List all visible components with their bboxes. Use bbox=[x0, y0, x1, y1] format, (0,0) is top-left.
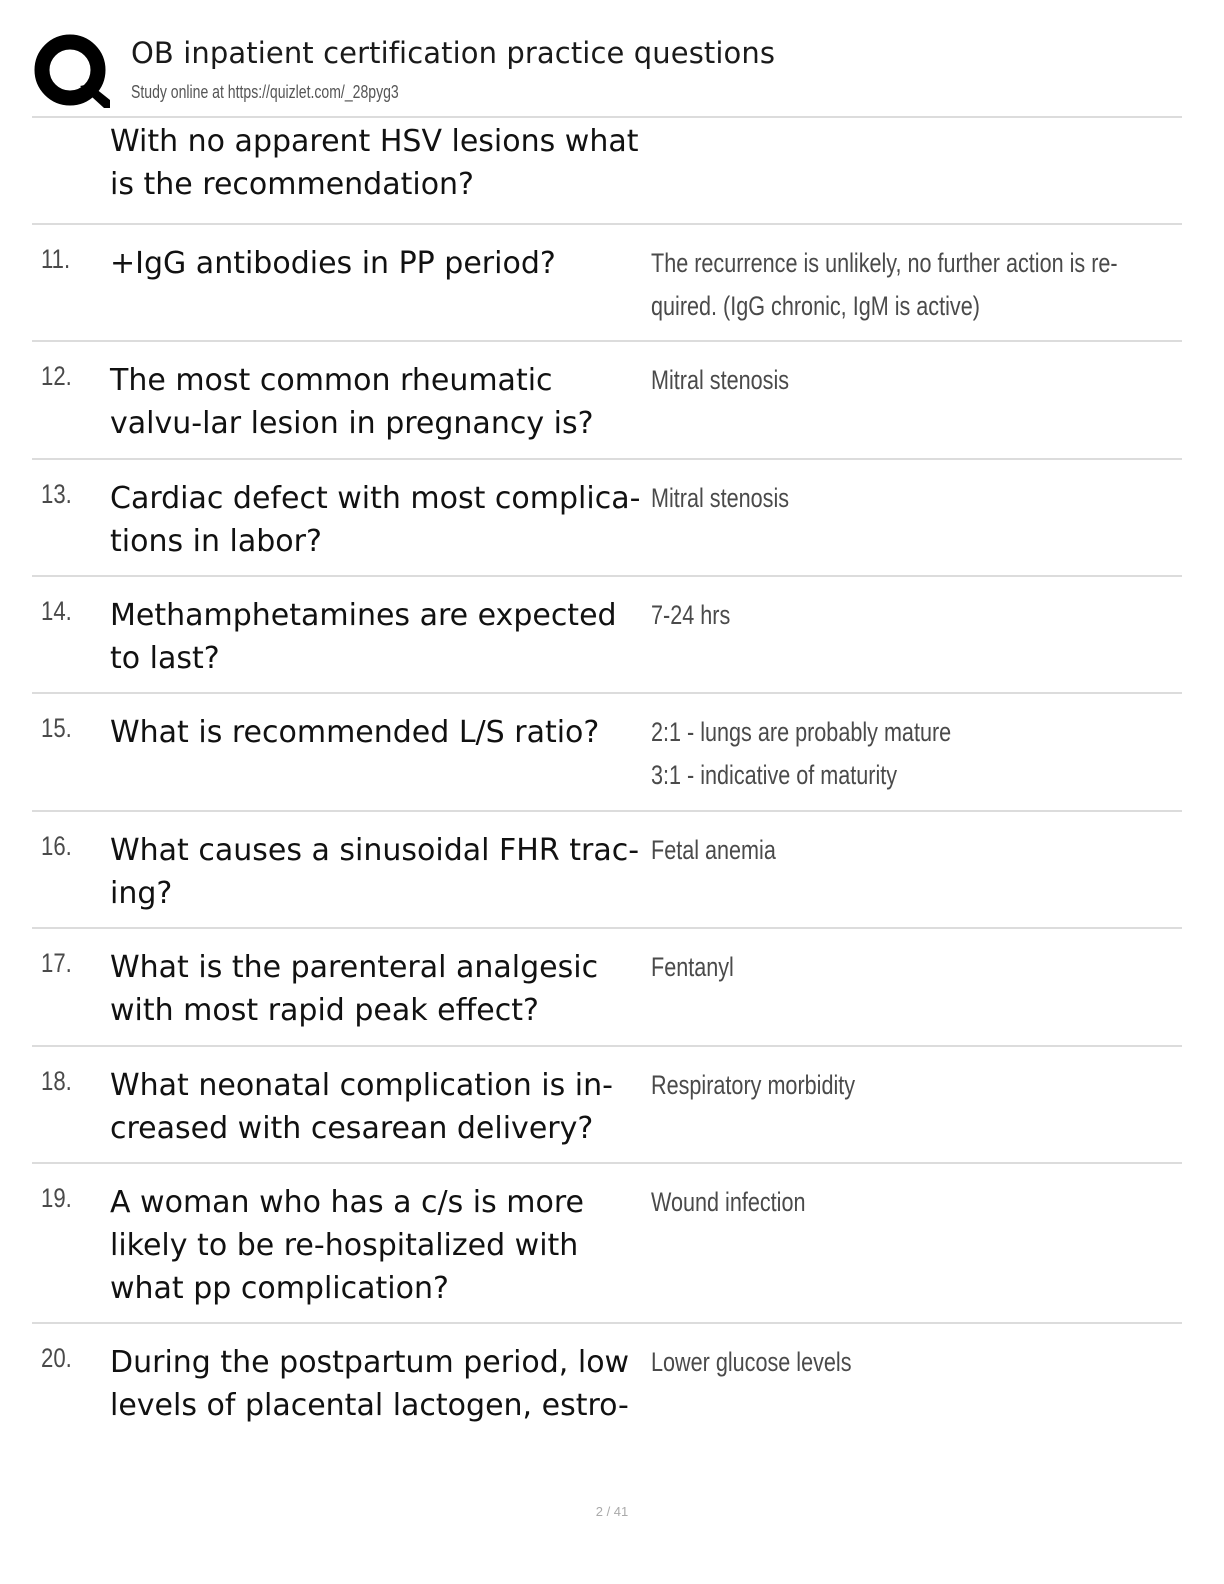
question-number: 11. bbox=[41, 244, 71, 274]
answer-text: Lower glucose levels bbox=[651, 1347, 852, 1377]
question-text: Cardiac defect with most complica-tions in labor? bbox=[110, 481, 641, 559]
divider bbox=[32, 1162, 1182, 1164]
answer-text: Mitral stenosis bbox=[651, 483, 790, 513]
page-number: 2 / 41 bbox=[595, 1504, 629, 1519]
divider bbox=[32, 575, 1182, 577]
question-text: What neonatal complication is in-creased with cesarean delivery? bbox=[110, 1068, 613, 1146]
divider bbox=[32, 223, 1182, 225]
divider bbox=[32, 927, 1182, 929]
question-text: During the postpartum period, low levels of placental lactogen, estro- bbox=[110, 1345, 630, 1423]
answer-text: Respiratory morbidity bbox=[651, 1070, 856, 1100]
divider bbox=[32, 458, 1182, 460]
divider bbox=[32, 116, 1182, 118]
answer-text: 2:1 - lungs are probably mature 3:1 - indicative of maturity bbox=[651, 717, 952, 790]
divider bbox=[32, 340, 1182, 342]
question-text: What causes a sinusoidal FHR trac-ing? bbox=[110, 833, 640, 911]
question-number: 18. bbox=[41, 1066, 72, 1096]
question-number: 13. bbox=[41, 479, 72, 509]
answer-text: Mitral stenosis bbox=[651, 365, 790, 395]
question-number: 15. bbox=[41, 713, 72, 743]
question-text: The most common rheumatic valvu-lar lesion in pregnancy is? bbox=[110, 363, 594, 441]
question-text: +IgG antibodies in PP period? bbox=[110, 246, 556, 281]
quizlet-logo-icon bbox=[34, 34, 110, 110]
divider bbox=[32, 1045, 1182, 1047]
question-text: A woman who has a c/s is more likely to be re-hospitalized with what pp complication? bbox=[110, 1185, 585, 1306]
answer-text: Wound infection bbox=[651, 1187, 806, 1217]
document-title: OB inpatient certification practice questions bbox=[131, 36, 776, 70]
question-number: 12. bbox=[41, 361, 72, 391]
question-number: 17. bbox=[41, 948, 72, 978]
page-header bbox=[32, 30, 1182, 116]
question-number: 14. bbox=[41, 596, 72, 626]
divider bbox=[32, 810, 1182, 812]
answer-text: 7-24 hrs bbox=[651, 600, 731, 630]
question-number: 20. bbox=[41, 1343, 72, 1373]
divider bbox=[32, 1322, 1182, 1324]
continued-question: With no apparent HSV lesions what is the recommendation? bbox=[110, 124, 639, 202]
answer-text: The recurrence is unlikely, no further action is re- quired. (IgG chronic, IgM is active) bbox=[651, 248, 1118, 321]
divider bbox=[32, 692, 1182, 694]
question-number: 16. bbox=[41, 831, 72, 861]
answer-text: Fentanyl bbox=[651, 952, 734, 982]
answer-text: Fetal anemia bbox=[651, 835, 776, 865]
question-text: Methamphetamines are expected to last? bbox=[110, 598, 617, 676]
study-online-link[interactable]: Study online at https://quizlet.com/_28pyg3 bbox=[131, 82, 399, 102]
question-text: What is the parenteral analgesic with most rapid peak effect? bbox=[110, 950, 599, 1028]
question-text: What is recommended L/S ratio? bbox=[110, 715, 600, 750]
question-number: 19. bbox=[41, 1183, 72, 1213]
